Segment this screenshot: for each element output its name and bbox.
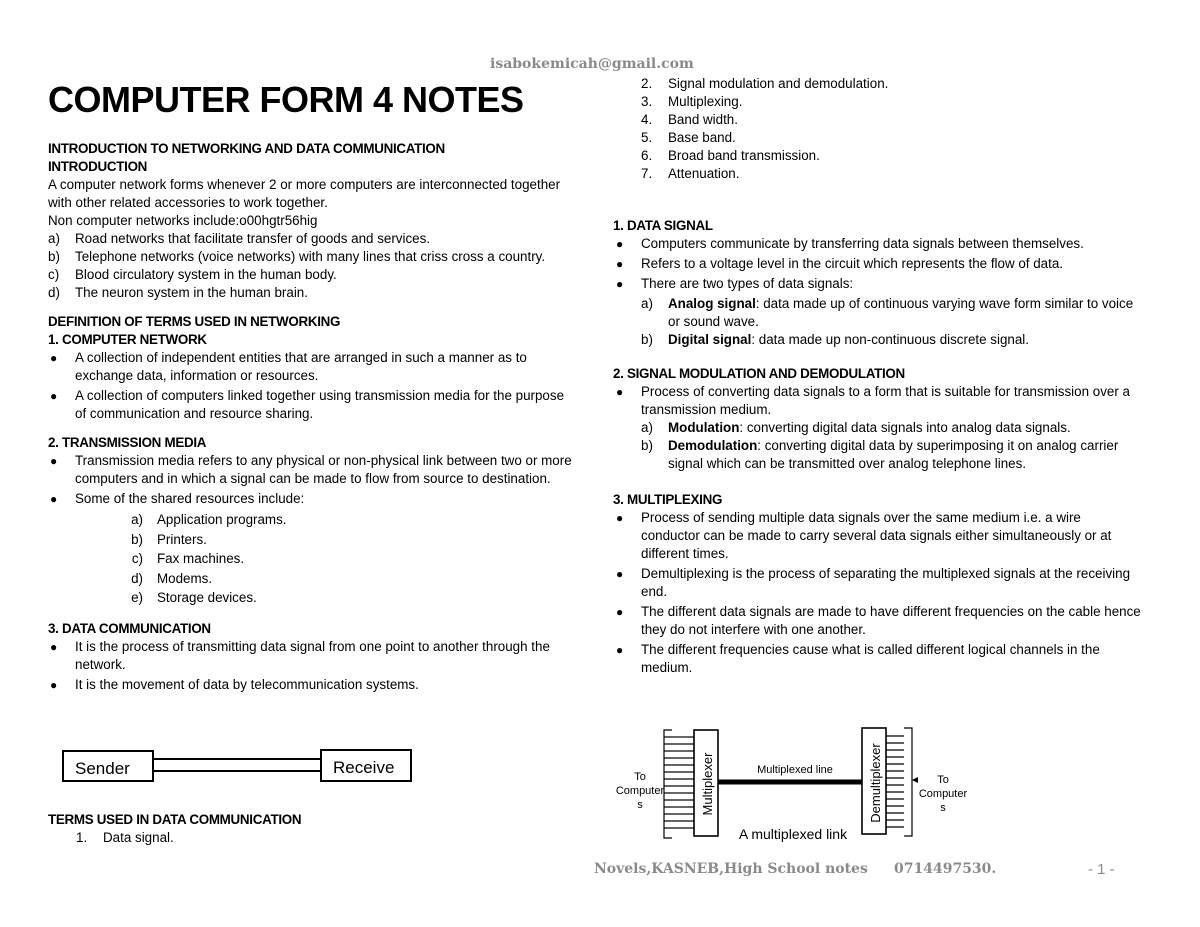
- list-item: ● Some of the shared resources include:: [50, 491, 305, 506]
- diagram-caption: A multiplexed link: [738, 826, 848, 842]
- list-item: b) Demodulation: converting digital data by superimposing it on analog carrier signal which can be transmitted over analog telephone lines.: [641, 438, 1119, 471]
- multiplexer-label: Multiplexer: [700, 752, 715, 816]
- heading-multiplexing: 3. MULTIPLEXING: [613, 492, 723, 507]
- bullet-icon: ●: [50, 389, 58, 403]
- bullet-icon: ●: [616, 385, 624, 399]
- right-bracket: [904, 728, 912, 836]
- list-item: ● The different frequencies cause what is called different logical channels in the medium.: [613, 641, 1143, 677]
- heading-definitions: DEFINITION OF TERMS USED IN NETWORKING: [48, 314, 341, 329]
- bullet-icon: ●: [50, 677, 58, 692]
- list-item: 1. Data signal.: [76, 830, 174, 845]
- computer-network-list: [48, 349, 578, 423]
- heading-modulation: 2. SIGNAL MODULATION AND DEMODULATION: [613, 366, 905, 381]
- resources-list: [48, 510, 578, 608]
- bullet-icon: ●: [616, 511, 624, 525]
- left-computers-label: [616, 771, 665, 811]
- modulation-list: [613, 383, 1143, 419]
- list-item: ● Transmission media refers to any physical or non-physical link between two or more computers and in which a signal can be made to flow from source to destination.: [50, 453, 572, 486]
- list-item: b) Printers.: [131, 531, 207, 547]
- list-item: ● A collection of computers linked together using transmission media for the purpose of communication and resource sharing.: [50, 388, 565, 421]
- heading-intro-networking: INTRODUCTION TO NETWORKING AND DATA COMMUNICATION: [48, 141, 445, 156]
- svg-text:To: To: [937, 774, 949, 786]
- output-arrow-icon: [912, 777, 918, 783]
- list-item: 7. Attenuation.: [641, 166, 740, 181]
- svg-text:s: s: [940, 802, 946, 814]
- multiplexer-inputs: [678, 737, 694, 828]
- transmission-media-list: [48, 452, 578, 508]
- transmission-link: [154, 758, 320, 772]
- bullet-icon: ●: [616, 567, 624, 581]
- list-item: ● The different data signals are made to have different frequencies on the cable hence they do not interfere with one another.: [613, 603, 1143, 639]
- list-item: d) Modems.: [131, 570, 213, 586]
- svg-text:Computer: Computer: [918, 788, 968, 800]
- list-item: b) Digital signal: data made up non-continuous discrete signal.: [641, 332, 1030, 347]
- heading-terms: TERMS USED IN DATA COMMUNICATION: [48, 812, 302, 827]
- list-item: ● Process of sending multiple data signals over the same medium i.e. a wire conductor can be made to carry several data signals either simultaneously or at different times.: [613, 509, 1143, 563]
- bullet-icon: ●: [50, 639, 58, 654]
- receive-box: Receive: [320, 749, 412, 782]
- list-item: ● It is the movement of data by telecommunication systems.: [50, 676, 419, 692]
- list-item: 6. Broad band transmission.: [641, 148, 820, 163]
- list-item: 5. Base band.: [641, 130, 736, 145]
- multiplexed-line-label: Multiplexed line: [757, 764, 833, 776]
- list-item: c) Fax machines.: [131, 551, 245, 566]
- list-item: c) Blood circulatory system in the human body.: [48, 267, 337, 282]
- left-bracket: [664, 730, 672, 838]
- footer-text: Novels,KASNEB,High School notes: [594, 861, 868, 877]
- bullet-icon: ●: [616, 257, 624, 271]
- list-item: ● Refers to a voltage level in the circuit which represents the flow of data.: [613, 255, 1143, 273]
- non-networks-intro: Non computer networks include:o00hgtr56hig: [48, 213, 318, 228]
- heading-data-signal: 1. DATA SIGNAL: [613, 218, 713, 233]
- bullet-icon: ●: [50, 492, 58, 506]
- demultiplexer-outputs: [886, 736, 904, 827]
- heading-computer-network: 1. COMPUTER NETWORK: [48, 332, 207, 347]
- list-item: 2. Signal modulation and demodulation.: [641, 76, 889, 91]
- page-title: COMPUTER FORM 4 NOTES: [48, 79, 524, 120]
- list-item: ● Process of converting data signals to a form that is suitable for transmission over a transmission medium.: [613, 383, 1143, 419]
- demultiplexer-label: Demultiplexer: [868, 743, 883, 823]
- svg-text:To: To: [634, 771, 646, 783]
- modulation-items: [613, 419, 1143, 473]
- footer-phone: 0714497530.: [894, 861, 997, 877]
- page-number: - 1 -: [1088, 861, 1115, 878]
- right-column: [613, 75, 1143, 679]
- list-item: ● It is the process of transmitting data signal from one point to another through the network.: [50, 638, 550, 672]
- list-item: b) Telephone networks (voice networks) with many lines that criss cross a country.: [48, 249, 546, 264]
- data-signal-types: [613, 295, 1143, 349]
- terms-list-left: [48, 829, 348, 847]
- multiplexing-list: [613, 509, 1143, 677]
- sender-box: Sender: [62, 750, 154, 782]
- heading-data-communication: 3. DATA COMMUNICATION: [48, 620, 211, 636]
- bullet-icon: ●: [50, 351, 58, 365]
- heading-introduction: INTRODUCTION: [48, 159, 148, 174]
- data-communication-list: [48, 638, 578, 694]
- list-item: ● A collection of independent entities that are arranged in such a manner as to exchange data, information or resources.: [50, 350, 527, 383]
- list-item: e) Storage devices.: [131, 590, 257, 605]
- multiplexed-link-diagram: [604, 722, 984, 852]
- data-signal-list: [613, 235, 1143, 293]
- svg-text:s: s: [637, 799, 643, 811]
- terms-list-right: [613, 75, 1143, 183]
- list-item: ● Demultiplexing is the process of separating the multiplexed signals at the receiving end.: [613, 565, 1143, 601]
- bullet-icon: ●: [616, 237, 624, 251]
- heading-transmission-media: 2. TRANSMISSION MEDIA: [48, 435, 207, 450]
- list-item: 3. Multiplexing.: [641, 94, 743, 109]
- list-item: d) The neuron system in the human brain.: [48, 285, 308, 300]
- bullet-icon: ●: [616, 277, 624, 291]
- svg-text:Computer: Computer: [615, 785, 665, 797]
- list-item: ● There are two types of data signals:: [613, 275, 1143, 293]
- list-item: 4. Band width.: [641, 112, 738, 127]
- intro-paragraph: A computer network forms whenever 2 or more computers are interconnected together with other related accessories to work together.: [48, 177, 561, 210]
- bullet-icon: ●: [616, 643, 624, 657]
- left-column: [48, 140, 578, 696]
- list-item: a) Modulation: converting digital data signals into analog data signals.: [641, 420, 1071, 435]
- bullet-icon: ●: [50, 454, 58, 468]
- list-item: a) Analog signal: data made up of continuous varying wave form similar to voice or sound wave.: [641, 296, 1134, 329]
- right-computers-label: [919, 774, 968, 814]
- header-email: isabokemicah@gmail.com: [490, 56, 694, 72]
- left-input-lines: [664, 737, 678, 828]
- list-item: ● Computers communicate by transferring data signals between themselves.: [613, 235, 1143, 253]
- non-networks-list: [48, 230, 578, 302]
- bullet-icon: ●: [616, 605, 624, 619]
- list-item: a) Application programs.: [131, 512, 287, 527]
- list-item: a) Road networks that facilitate transfer of goods and services.: [48, 231, 431, 246]
